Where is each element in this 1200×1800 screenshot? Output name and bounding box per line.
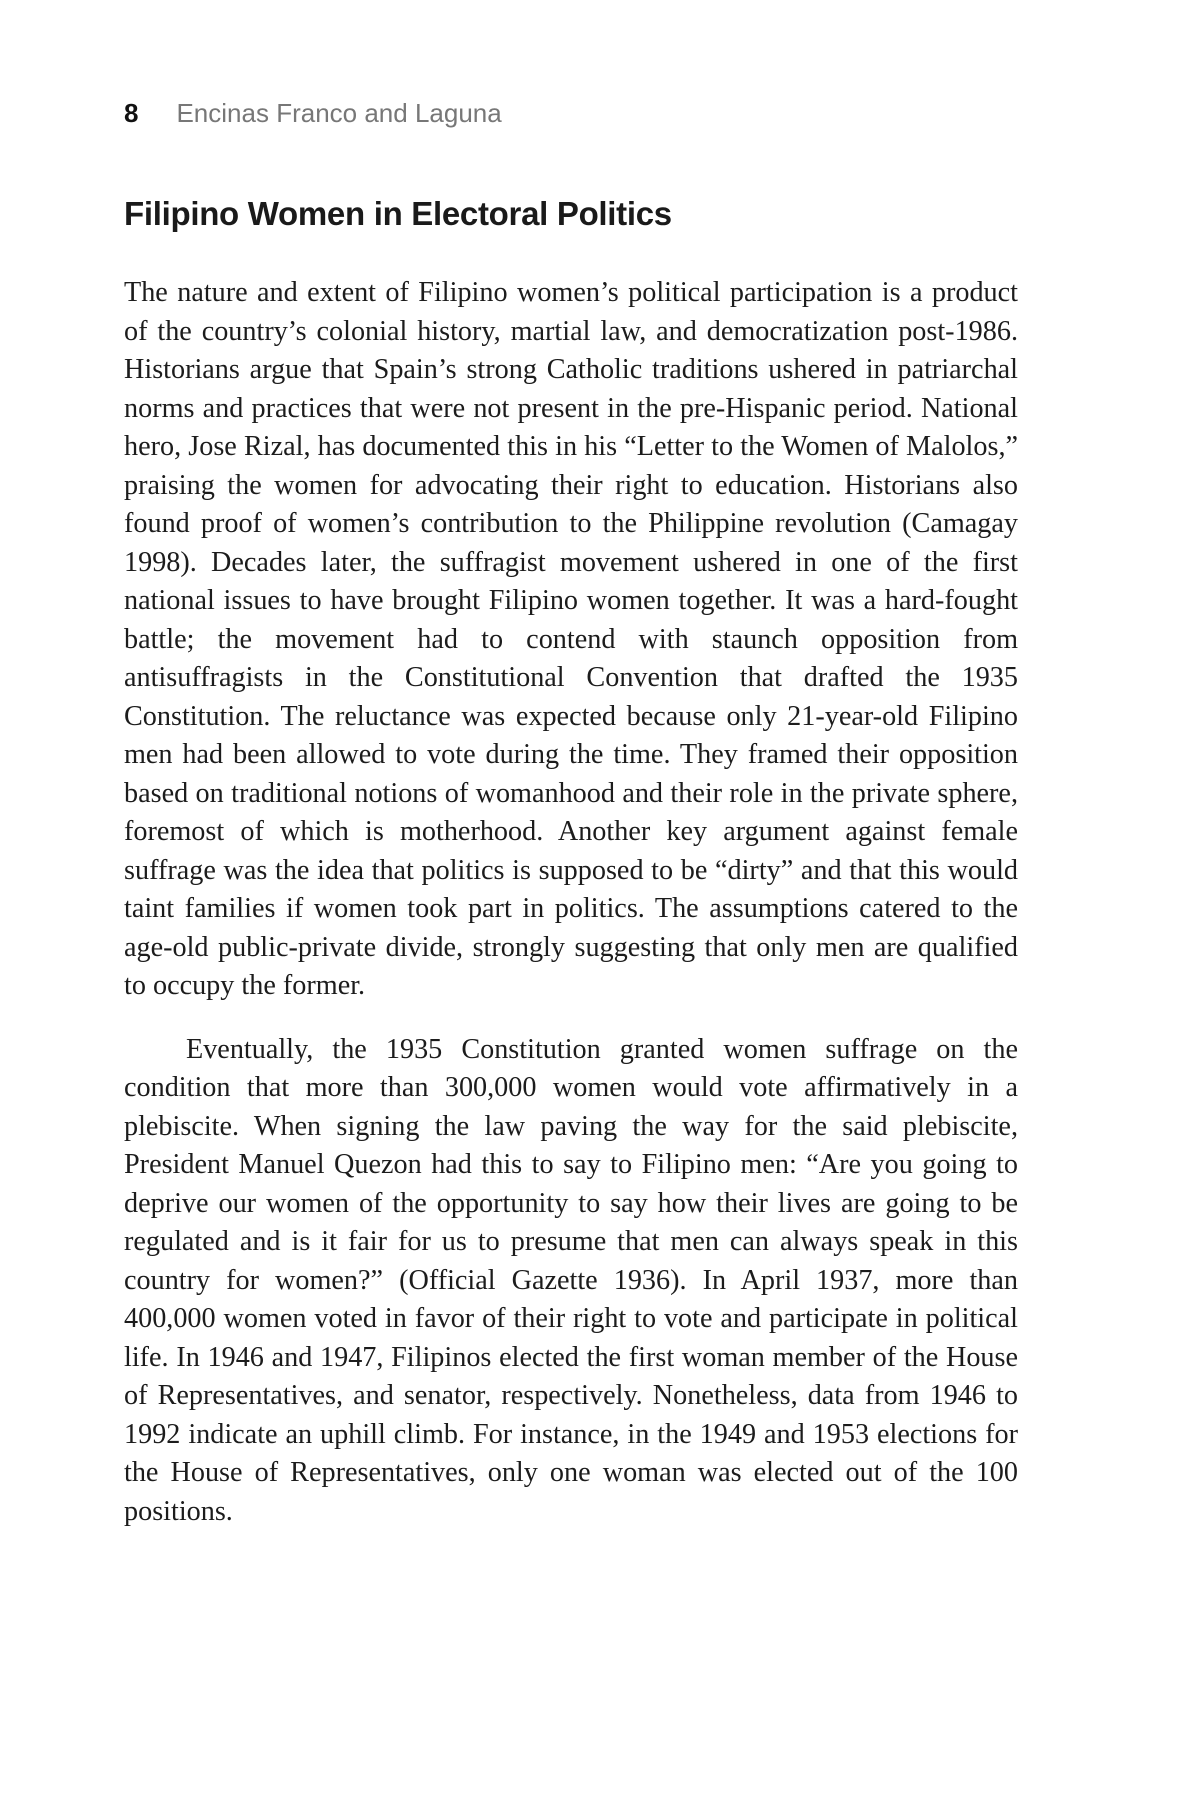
running-title: Encinas Franco and Laguna	[176, 98, 502, 128]
running-head	[124, 96, 502, 130]
paragraph: Eventually, the 1935 Constitution granted women suffrage on the condition that more than 300,000 women would vote affirmatively in a plebiscite. When signing the law paving the way for the said plebiscite, President Manuel Quezon had this to say to Filipino men: “Are you going to deprive our women of the opportunity to say how their lives are going to be regulated and is it fair for us to presume that men can always speak in this country for women?” (Official Gazette 1936). In April 1937, more than 400,000 women voted in favor of their right to vote and participate in political life. In 1946 and 1947, Filipinos elected the first woman member of the House of Representatives, and senator, respectively. Nonetheless, data from 1946 to 1992 indicate an uphill climb. For instance, in the 1949 and 1953 elections for the House of Representatives, only one woman was elected out of the 100 positions.	[124, 1033, 1018, 1527]
section-heading: Filipino Women in Electoral Politics	[124, 195, 672, 232]
page-number: 8	[124, 98, 139, 128]
body-text	[124, 274, 1018, 1531]
paragraph: The nature and extent of Filipino women’s political participation is a product of the country’s colonial history, martial law, and democratization post-1986. Historians argue that Spain’s strong Catholic traditions ushered in patriarchal norms and practices that were not present in the pre-Hispanic period. National hero, Jose Rizal, has documented this in his “Letter to the Women of Malolos,” praising the women for advocating their right to education. Historians also found proof of women’s contribution to the Philippine revolution (Camagay 1998). Decades later, the suffragist movement ushered in one of the first national issues to have brought Filipino women together. It was a hard-fought battle; the movement had to contend with staunch opposition from antisuffragists in the Constitutional Convention that drafted the 1935 Constitution. The reluctance was expected because only 21-year-old Filipino men had been allowed to vote during the time. They framed their opposition based on traditional notions of womanhood and their role in the private sphere, foremost of which is motherhood. Another key argument against female suffrage was the idea that politics is supposed to be “dirty” and that this would taint families if women took part in politics. The assumptions catered to the age-old public-private divide, strongly suggesting that only men are qualified to occupy the former.	[124, 277, 1018, 1001]
